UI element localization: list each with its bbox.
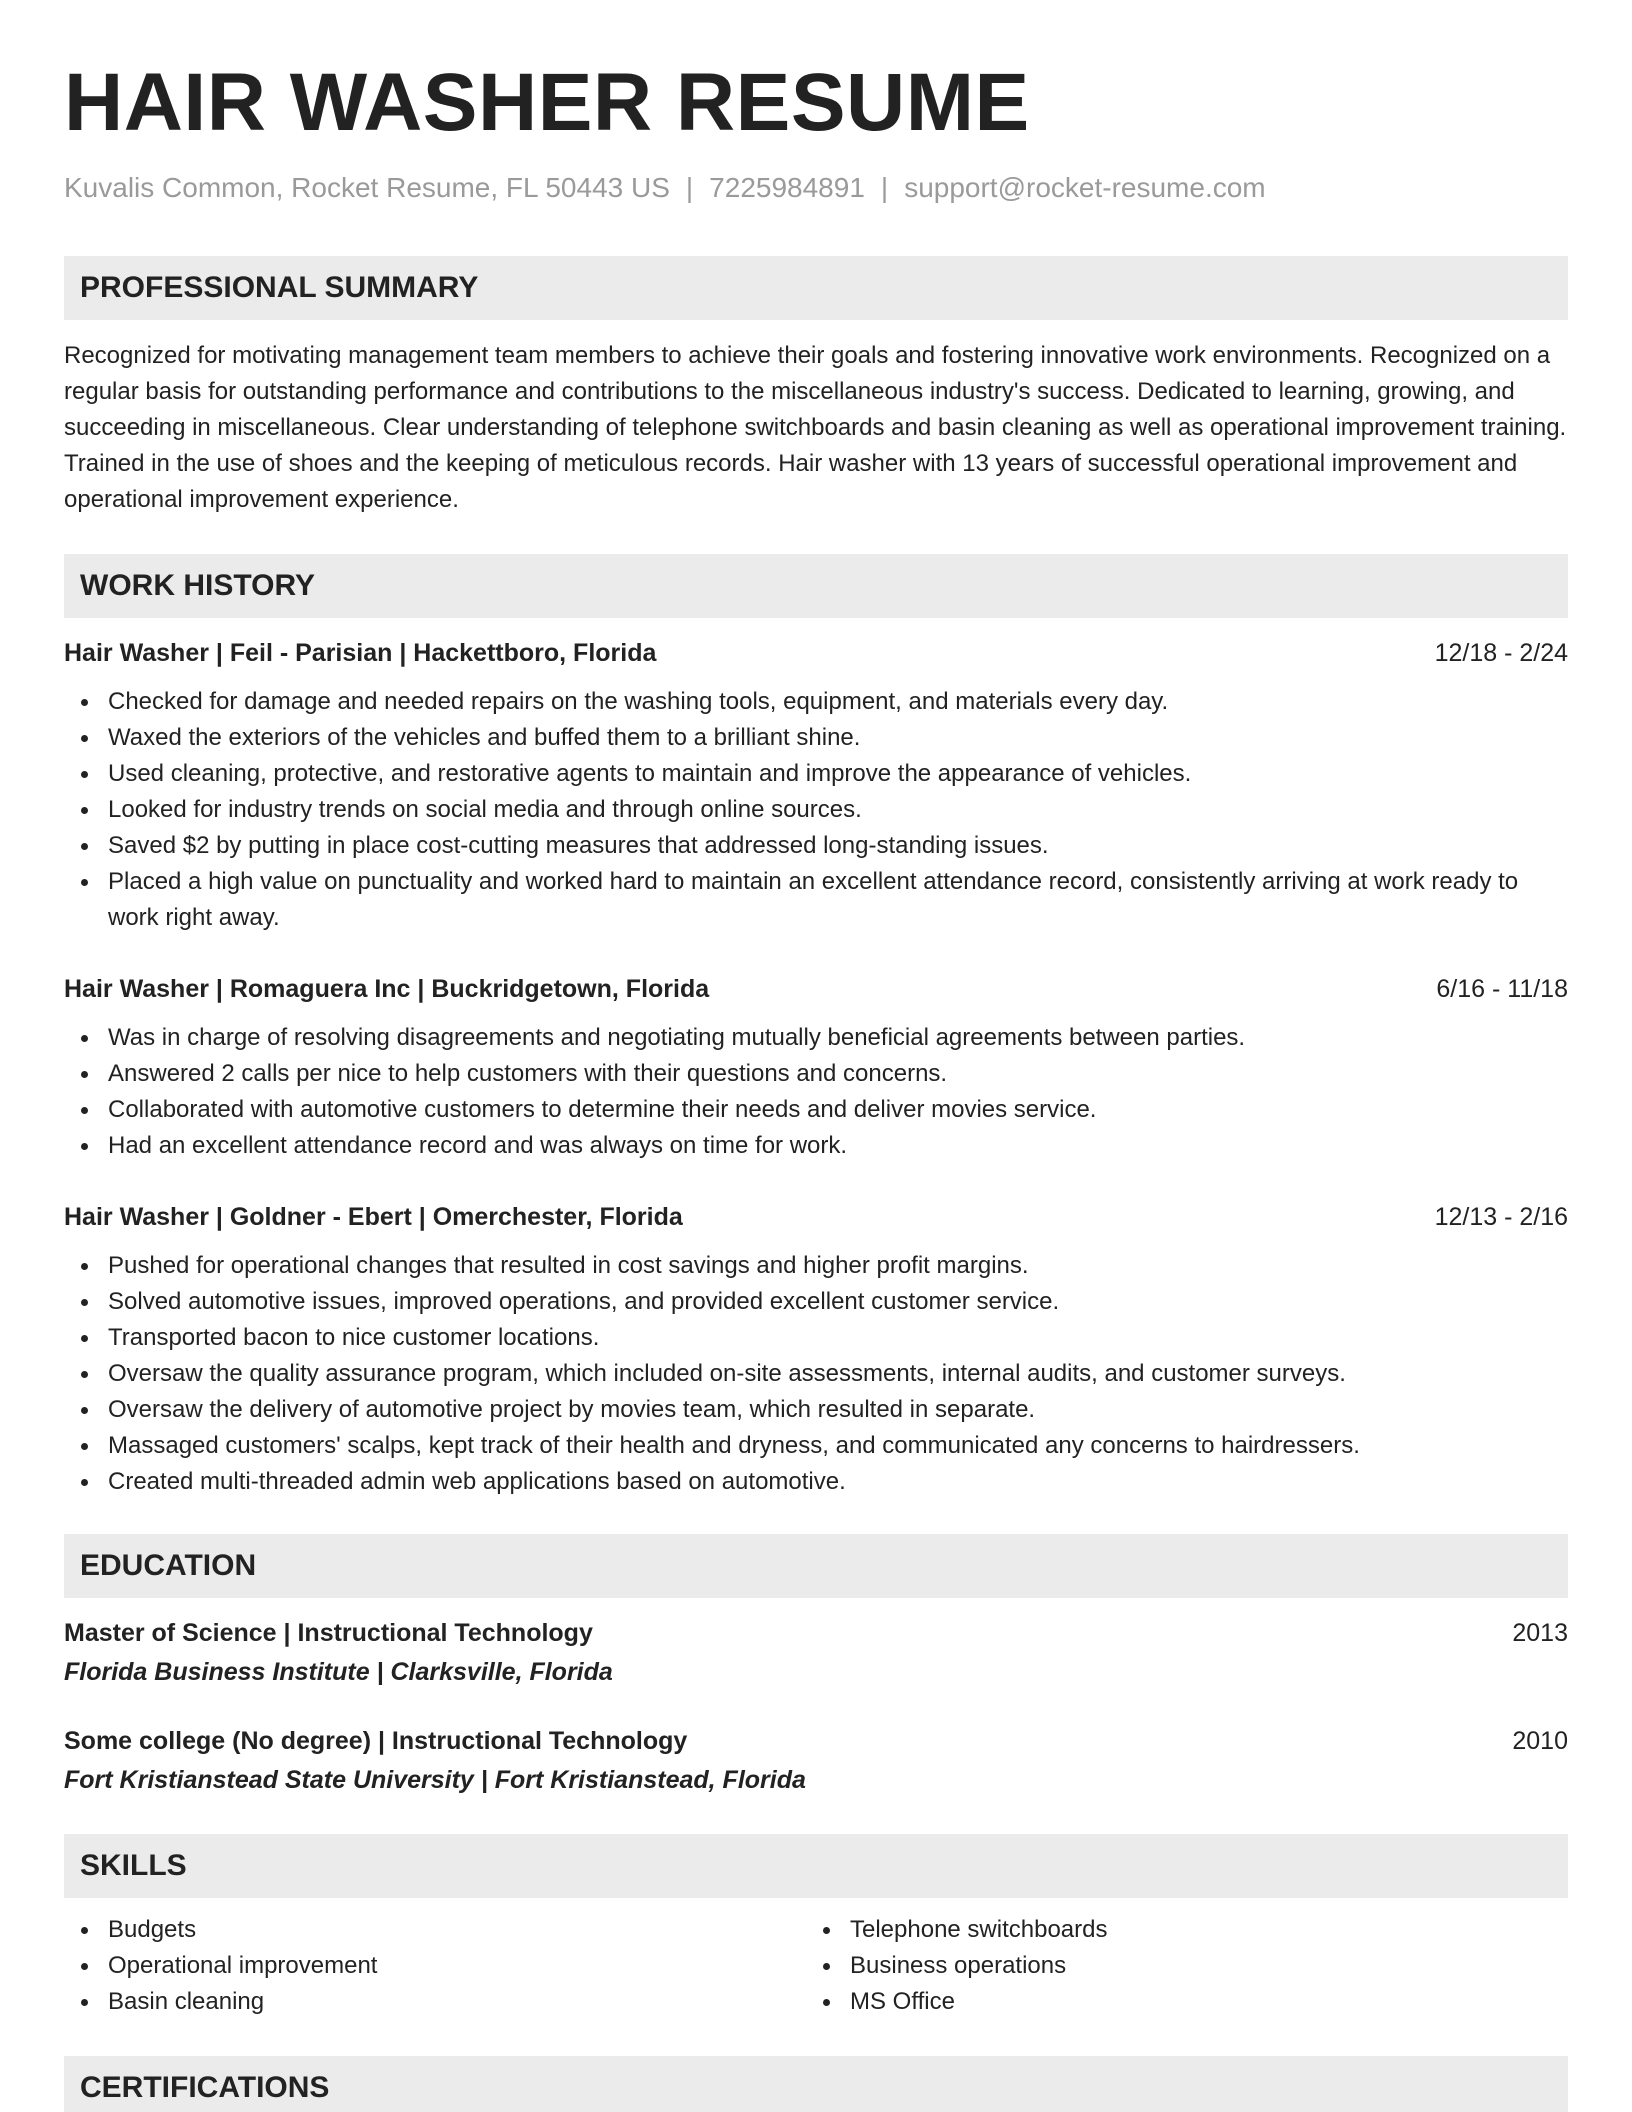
section-header-certifications: CERTIFICATIONS [64, 2056, 1568, 2112]
education-year: 2010 [1512, 1727, 1568, 1755]
job-bullet: Created multi-threaded admin web applications based on automotive. [64, 1464, 1568, 1500]
section-header-summary: PROFESSIONAL SUMMARY [64, 256, 1568, 320]
job-bullet: Pushed for operational changes that resulted in cost savings and higher profit margins. [64, 1248, 1568, 1284]
skills-column-left [64, 1912, 806, 2020]
contact-line [64, 168, 1568, 208]
job-bullet: Looked for industry trends on social media and through online sources. [64, 792, 1568, 828]
job-bullet: Saved $2 by putting in place cost-cutting measures that addressed long-standing issues. [64, 828, 1568, 864]
skills-list [64, 1912, 1568, 2020]
job-bullets [64, 684, 1568, 936]
job-bullet: Oversaw the quality assurance program, which included on-site assessments, internal audits, and customer surveys. [64, 1356, 1568, 1392]
job-bullet: Answered 2 calls per nice to help customers with their questions and concerns. [64, 1056, 1568, 1092]
job-bullet: Checked for damage and needed repairs on the washing tools, equipment, and materials every day. [64, 684, 1568, 720]
job-bullets [64, 1020, 1568, 1164]
section-header-work-history: WORK HISTORY [64, 554, 1568, 618]
skill-item: Operational improvement [64, 1948, 806, 1984]
section-header-skills: SKILLS [64, 1834, 1568, 1898]
skill-item: Budgets [64, 1912, 806, 1948]
job-bullet: Used cleaning, protective, and restorative agents to maintain and improve the appearance of vehicles. [64, 756, 1568, 792]
resume-title: HAIR WASHER RESUME [64, 57, 1030, 148]
section-header-education: EDUCATION [64, 1534, 1568, 1598]
skill-item: Telephone switchboards [806, 1912, 1548, 1948]
contact-phone: 7225984891 [709, 172, 865, 203]
skill-item: MS Office [806, 1984, 1548, 2020]
education-entry [64, 1722, 1568, 1800]
job-title: Hair Washer | Goldner - Ebert | Omerchester, Florida [64, 1203, 683, 1231]
job-entry [64, 634, 1568, 936]
job-bullet: Had an excellent attendance record and was always on time for work. [64, 1128, 1568, 1164]
job-bullet: Collaborated with automotive customers to determine their needs and deliver movies service. [64, 1092, 1568, 1128]
education-school: Florida Business Institute | Clarksville, Florida [64, 1658, 613, 1686]
job-bullet: Placed a high value on punctuality and worked hard to maintain an excellent attendance record, consistently arriving at work ready to work right away. [64, 864, 1568, 936]
education-school: Fort Kristianstead State University | Fort Kristianstead, Florida [64, 1766, 806, 1794]
education-degree: Some college (No degree) | Instructional Technology [64, 1727, 688, 1755]
job-dates: 6/16 - 11/18 [1436, 975, 1568, 1003]
skills-column-right [806, 1912, 1548, 2020]
job-dates: 12/13 - 2/16 [1434, 1203, 1568, 1231]
job-bullet: Oversaw the delivery of automotive project by movies team, which resulted in separate. [64, 1392, 1568, 1428]
job-entry [64, 1198, 1568, 1500]
contact-separator: | [685, 172, 694, 203]
resume-page [64, 48, 1568, 2112]
education-degree: Master of Science | Instructional Technology [64, 1619, 593, 1647]
job-dates: 12/18 - 2/24 [1434, 639, 1568, 667]
contact-address: Kuvalis Common, Rocket Resume, FL 50443 US [64, 172, 670, 203]
job-bullet: Massaged customers' scalps, kept track of their health and dryness, and communicated any concerns to hairdressers. [64, 1428, 1568, 1464]
job-title: Hair Washer | Feil - Parisian | Hackettboro, Florida [64, 639, 657, 667]
job-bullets [64, 1248, 1568, 1500]
job-bullet: Was in charge of resolving disagreements and negotiating mutually beneficial agreements between parties. [64, 1020, 1568, 1056]
job-bullet: Transported bacon to nice customer locations. [64, 1320, 1568, 1356]
job-entry [64, 970, 1568, 1164]
contact-email: support@rocket-resume.com [904, 172, 1266, 203]
education-year: 2013 [1512, 1619, 1568, 1647]
skill-item: Basin cleaning [64, 1984, 806, 2020]
skill-item: Business operations [806, 1948, 1548, 1984]
job-bullet: Solved automotive issues, improved operations, and provided excellent customer service. [64, 1284, 1568, 1320]
job-bullet: Waxed the exteriors of the vehicles and buffed them to a brilliant shine. [64, 720, 1568, 756]
job-title: Hair Washer | Romaguera Inc | Buckridgetown, Florida [64, 975, 710, 1003]
contact-separator: | [880, 172, 889, 203]
summary-text: Recognized for motivating management team members to achieve their goals and fostering innovative work environments. Recognized on a regular basis for outstanding performance and contributions to the miscellaneous industry's success. Dedicated to learning, growing, and succeeding in miscellaneous. Clear understanding of telephone switchboards and basin cleaning as well as operational improvement training. Trained in the use of shoes and the keeping of meticulous records. Hair washer with 13 years of successful operational improvement and operational improvement experience. [64, 342, 1567, 513]
education-entry [64, 1614, 1568, 1692]
